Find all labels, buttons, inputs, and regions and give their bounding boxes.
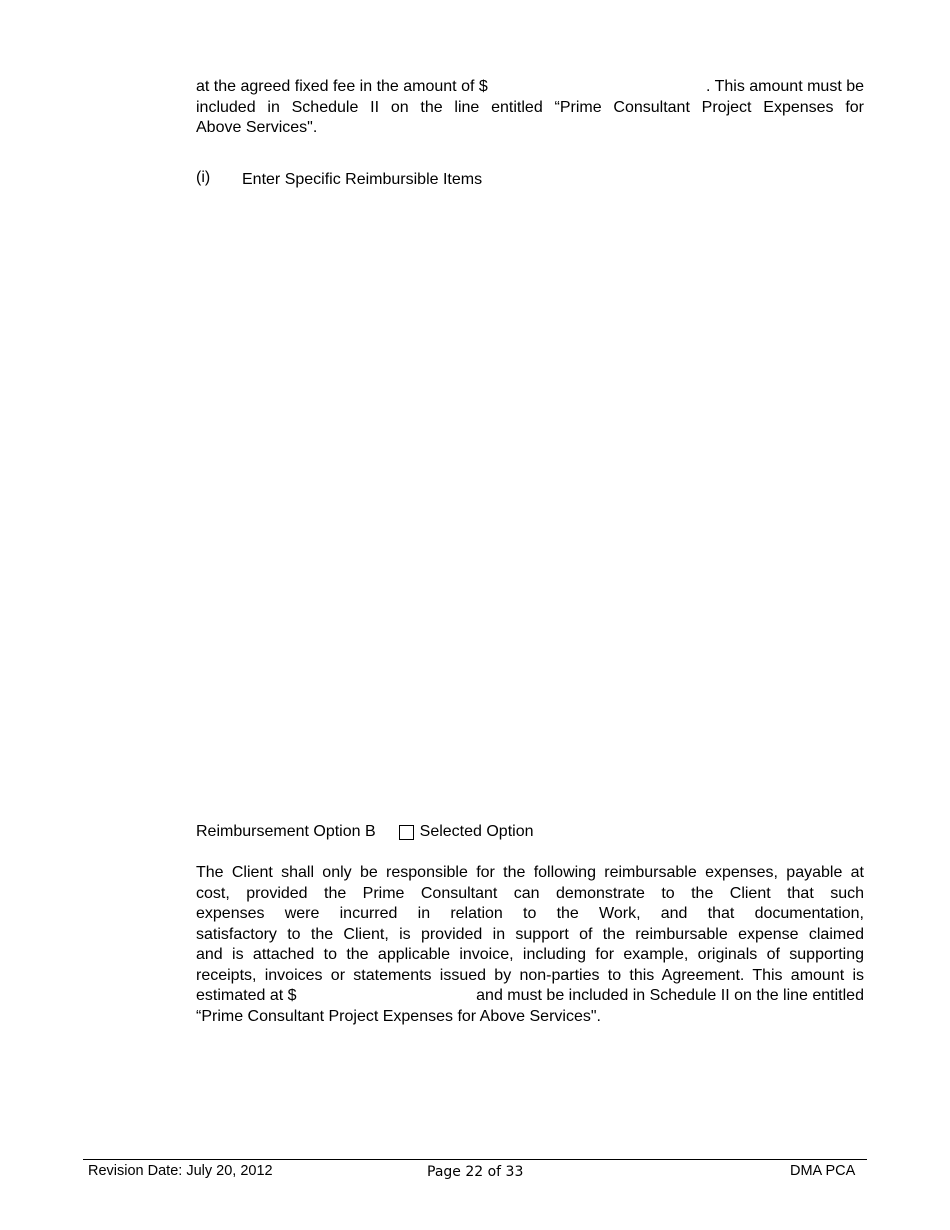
estimate-text-after-amount: and must be included in Schedule II on the line entitled [476,987,864,1004]
fixed-fee-paragraph [196,77,864,139]
estimated-amount-field[interactable] [311,986,461,1007]
reimbursement-option-b [196,822,534,842]
footer-page-number: Page 22 of 33 [427,1164,524,1180]
footer-divider [83,1159,867,1160]
footer-document-code: DMA PCA [790,1163,856,1179]
reimbursible-items-field[interactable]: Enter Specific Reimbursible Items [242,171,483,188]
option-b-label: Reimbursement Option B [196,823,376,840]
option-b-line-4: satisfactory to the Client, is provided in support of the reimbursable expense claimed [196,925,864,943]
selected-option-label: Selected Option [419,823,534,840]
item-marker: (i) [196,169,211,186]
option-b-line-6: receipts, invoices or statements issued by non-parties to this Agreement. This amount is [196,966,864,984]
option-b-line-2: cost, provided the Prime Consultant can demonstrate to the Client that such [196,884,864,902]
option-b-line-3: expenses were incurred in relation to the Work, and that documentation, [196,905,864,922]
option-b-paragraph [196,863,864,1027]
footer-revision-date: Revision Date: July 20, 2012 [88,1163,273,1179]
fixed-fee-line-2: included in Schedule II on the line entitled “Prime Consultant Project Expenses for [196,98,864,116]
fixed-fee-amount-field[interactable] [488,77,706,98]
fixed-fee-line-3: Above Services". [196,119,318,136]
option-b-line-7 [196,986,864,1007]
selected-option-checkbox[interactable] [399,825,414,840]
option-b-line-1: The Client shall only be responsible for the following reimbursable expenses, payable at [196,864,864,881]
fixed-fee-text-before-amount: at the agreed fixed fee in the amount of $ [196,78,488,95]
option-b-line-5: and is attached to the applicable invoice, including for example, originals of supporting [196,946,864,963]
option-b-line-8: “Prime Consultant Project Expenses for Above Services". [196,1007,601,1025]
fixed-fee-line-1 [196,77,864,98]
fixed-fee-text-after-amount: . This amount must be [706,78,864,95]
estimate-text-before-amount: estimated at $ [196,987,297,1004]
